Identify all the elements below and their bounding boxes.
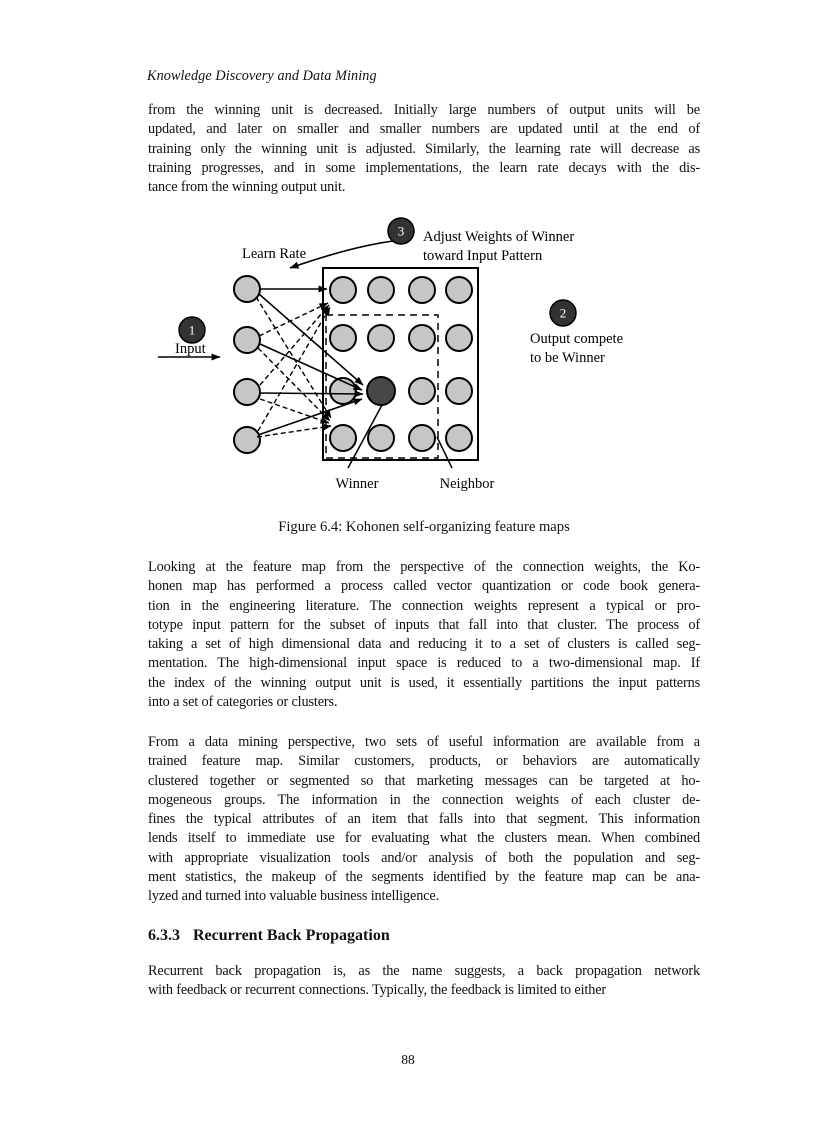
- text-line: trained feature map. Similar customers, products, or behaviors are automatically: [148, 753, 700, 770]
- winner-label: Winner: [335, 476, 379, 492]
- text-line: clustered together or segmented so that marketing messages can be targeted at ho-: [148, 772, 700, 789]
- output-unit: [330, 325, 356, 351]
- text-line: updated, and later on smaller and smaller numbers are updated until at the end of: [148, 121, 700, 138]
- page-number: 88: [401, 1052, 415, 1067]
- text-line: ment statistics, the makeup of the segments identified by the feature map can be ana-: [148, 869, 700, 886]
- text-line: training only the winning unit is adjusted. Similarly, the learning rate will decrease as: [148, 140, 700, 157]
- text-line: From a data mining perspective, two sets of useful information are available from a: [148, 734, 700, 750]
- text-line: totype input pattern for the subset of inputs that fall into that cluster. The process of: [148, 616, 700, 633]
- paragraph-1: [148, 101, 700, 197]
- output-unit: [409, 325, 435, 351]
- text-line: mogeneous groups. The information in the connection weights of each cluster de-: [148, 791, 700, 808]
- text-line: with feedback or recurrent connections. Typically, the feedback is limited to either: [148, 982, 607, 999]
- output-unit: [368, 425, 394, 451]
- output-compete-label-line1: Output compete: [530, 331, 624, 347]
- figure-kohonen-diagram: [150, 215, 670, 500]
- section-number: 6.3.3: [148, 927, 180, 944]
- output-unit: [368, 277, 394, 303]
- text-line: honen map has performed a process called vector quantization or code book genera-: [148, 578, 700, 595]
- text-line: taking a set of high dimensional data and reducing it to a set of clusters is called seg-: [148, 636, 700, 653]
- input-unit: [234, 379, 260, 405]
- output-unit: [368, 325, 394, 351]
- input-unit: [234, 427, 260, 453]
- output-unit: [330, 425, 356, 451]
- input-units: [234, 276, 260, 453]
- badge-2: [550, 300, 576, 326]
- output-unit: [409, 425, 435, 451]
- figure-caption: Figure 6.4: Kohonen self-organizing feature maps: [278, 519, 570, 535]
- adjust-weights-label-line1: Adjust Weights of Winner: [423, 229, 575, 245]
- text-line: training progresses, and in some implementations, the learn rate decays with the dis-: [148, 159, 700, 176]
- input-label: Input: [175, 341, 206, 357]
- text-line: mentation. The high-dimensional input space is reduced to a two-dimensional map. If: [148, 655, 700, 672]
- badge-3-number: 3: [397, 223, 405, 239]
- output-compete-label-line2: to be Winner: [530, 350, 605, 366]
- text-line: lends itself to immediate use for evaluating what the clusters mean. When combined: [148, 830, 700, 847]
- text-line: fines the typical attributes of an item that falls into that segment. This information: [148, 811, 700, 828]
- output-unit: [409, 378, 435, 404]
- output-unit: [330, 277, 356, 303]
- text-line: into a set of categories or clusters.: [148, 694, 338, 711]
- winner-unit: [367, 377, 395, 405]
- text-line: Recurrent back propagation is, as the name suggests, a back propagation network: [148, 963, 700, 979]
- output-unit: [446, 325, 472, 351]
- input-unit: [234, 327, 260, 353]
- text-line: the index of the winning output unit is used, it essentially partitions the input patterns: [148, 674, 700, 691]
- section-heading: [148, 927, 700, 945]
- text-line: tion in the engineering literature. The connection weights represent a typical or pro-: [148, 597, 700, 614]
- dashed-connections: [256, 297, 331, 437]
- text-line: from the winning unit is decreased. Initially large numbers of output units will be: [148, 102, 700, 118]
- output-unit: [446, 378, 472, 404]
- text-line: tance from the winning output unit.: [148, 179, 346, 196]
- paragraph-4: [148, 962, 700, 1001]
- running-header: Knowledge Discovery and Data Mining: [147, 68, 377, 84]
- section-title: Recurrent Back Propagation: [193, 927, 390, 944]
- output-unit: [409, 277, 435, 303]
- paragraph-3: [148, 733, 700, 907]
- learn-rate-label: Learn Rate: [242, 246, 307, 262]
- badge-2-number: 2: [559, 305, 567, 321]
- badge-1-number: 1: [188, 322, 196, 338]
- adjust-weights-label-line2: toward Input Pattern: [423, 248, 543, 264]
- neighbor-label: Neighbor: [439, 476, 495, 492]
- output-unit: [446, 277, 472, 303]
- badge-1: [179, 317, 205, 343]
- text-line: Looking at the feature map from the perspective of the connection weights, the Ko-: [148, 559, 700, 575]
- output-unit: [446, 425, 472, 451]
- paragraph-2: [148, 558, 700, 712]
- text-line: with appropriate visualization tools and/or analysis of both the population and seg-: [148, 849, 700, 866]
- text-line: lyzed and turned into valuable business intelligence.: [148, 888, 440, 905]
- badge-3: [388, 218, 414, 244]
